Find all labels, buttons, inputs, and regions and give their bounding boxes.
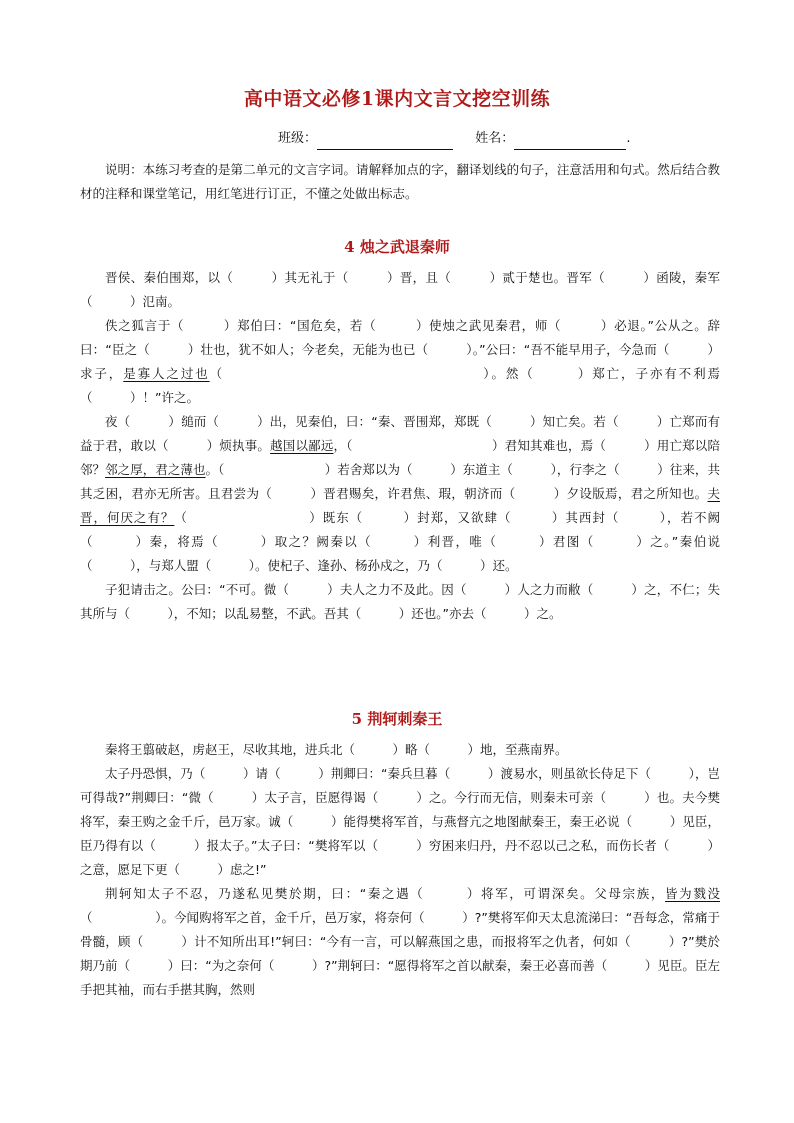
text-run: ，（ ）君知其难也，焉（ ）用亡郑以陪邻？	[80, 438, 720, 477]
section-body-zhu-zhi-wu	[80, 266, 720, 626]
underlined-sentence: 皆为戮没	[665, 886, 720, 901]
instructions	[80, 158, 720, 206]
underlined-sentence: 是寡人之过也	[123, 366, 210, 381]
paragraph	[80, 882, 720, 1002]
section-body-jing-ke	[80, 738, 720, 1002]
paragraph: 太子丹恐惧，乃（ ）请（ ）荆卿曰：“秦兵旦暮（ ）渡易水，则虽欲长侍足下（ ），岂可得哉?”荆卿曰：“微（ ）太子言，臣愿得谒（ ）之。今行而无信，则秦未可亲（ ）也。夫今樊将军，秦王购之金千斤，邑万家。诚（ ）能得樊将军首，与燕督亢之地图献秦王，秦王必说（ ）见臣，臣乃得有以（ ）报太子。”太子曰：“樊将军以（ ）穷困来归丹，丹不忍以己之私，而伤长者（ ）之意，愿足下更（ ）虑之!”	[80, 766, 720, 877]
name-label: 姓名：	[475, 131, 515, 146]
section-title-jing-ke: 5 荆轲刺秦王	[351, 710, 443, 728]
paragraph	[80, 410, 720, 578]
text-run: 荆轲知太子不忍，乃遂私见樊於期，曰：“秦之遇（ ）将军，可谓深矣。父母宗族，	[105, 886, 666, 901]
class-label: 班级：	[278, 131, 318, 146]
text-run: 夜（ ）缒而（ ）出，见秦伯，曰：“秦、晋围郑，郑既（ ）知亡矣。若（ ）亡郑而有益于君，敢以（ ）烦执事。	[80, 414, 720, 453]
text-run: （ ）。然（ ）郑亡，子亦有不利焉（ ）！”许之。	[80, 366, 720, 405]
document-title: 高中语文必修1课内文言文挖空训练	[243, 88, 551, 110]
instructions-text: 说明：本练习考查的是第二单元的文言字词。请解释加点的字，翻译划线的句子，注意活用和句式。然后结合教材的注释和课堂笔记，用红笔进行订正，不懂之处做出标志。	[80, 162, 720, 201]
underlined-sentence: 夫晋，何厌之有？	[80, 486, 720, 525]
underlined-sentence: 邻之厚，君之薄也	[105, 462, 206, 477]
text-run: （ ）既东（ ）封郑，又欲肆（ ）其西封（ ），若不阙（ ）秦，将焉（ ）取之？阙秦以（ ）利晋，唯（ ）君图（ ）之。”秦伯说（ ），与郑人盟（ ）。使杞子、逢孙、杨孙戍之，乃（ ）还。	[80, 510, 720, 573]
text-run: 佚之狐言于（ ）郑伯曰：“国危矣，若（ ）使烛之武见秦君，师（ ）必退。”公从之。辞曰：“臣之（ ）壮也，犹不如人；今老矣，无能为也已（ ）。”公曰：“吾不能早用子，今急而（ ）求子，	[80, 318, 720, 381]
paragraph: 子犯请击之。公曰：“不可。微（ ）夫人之力不及此。因（ ）人之力而敝（ ）之，不仁；失其所与（ ），不知；以乱易整，不武。吾其（ ）还也。”亦去（ ）之。	[80, 582, 720, 621]
text-run: 。（ ）若舍郑以为（ ）东道主（ ），行李之（ ）往来，共其乏困，君亦无所害。且君尝为（ ）晋君赐矣，许君焦、瑕，朝济而（ ）夕设版焉，君之所知也。	[80, 462, 720, 501]
paragraph	[80, 314, 720, 410]
class-name-line	[278, 128, 630, 150]
text-run: （ ）。今闻购将军之首，金千斤，邑万家，将奈何（ ）?”樊将军仰天太息流涕曰：“吾每念，常痛于骨髓，顾（ ）计不知所出耳!”轲曰：“今有一言，可以解燕国之患，而报将军之仇者，何如（ ）?”樊於期乃前（ ）曰：“为之奈何（ ）?”荆轲曰：“愿得将军之首以献秦，秦王必喜而善（ ）见臣。臣左手把其袖，而右手揕其胸，然则	[80, 910, 720, 997]
paragraph: 秦将王翦破赵，虏赵王，尽收其地，进兵北（ ）略（ ）地，至燕南界。	[105, 742, 568, 757]
underlined-sentence: 越国以鄙远	[270, 438, 334, 453]
section-title-zhu-zhi-wu: 4 烛之武退秦师	[344, 238, 450, 256]
class-blank[interactable]	[317, 133, 453, 150]
name-blank[interactable]	[514, 133, 626, 150]
name-end: .	[626, 131, 631, 146]
paragraph: 晋侯、秦伯围郑，以（ ）其无礼于（ ）晋，且（ ）贰于楚也。晋军（ ）函陵，秦军（ ）氾南。	[80, 270, 720, 309]
